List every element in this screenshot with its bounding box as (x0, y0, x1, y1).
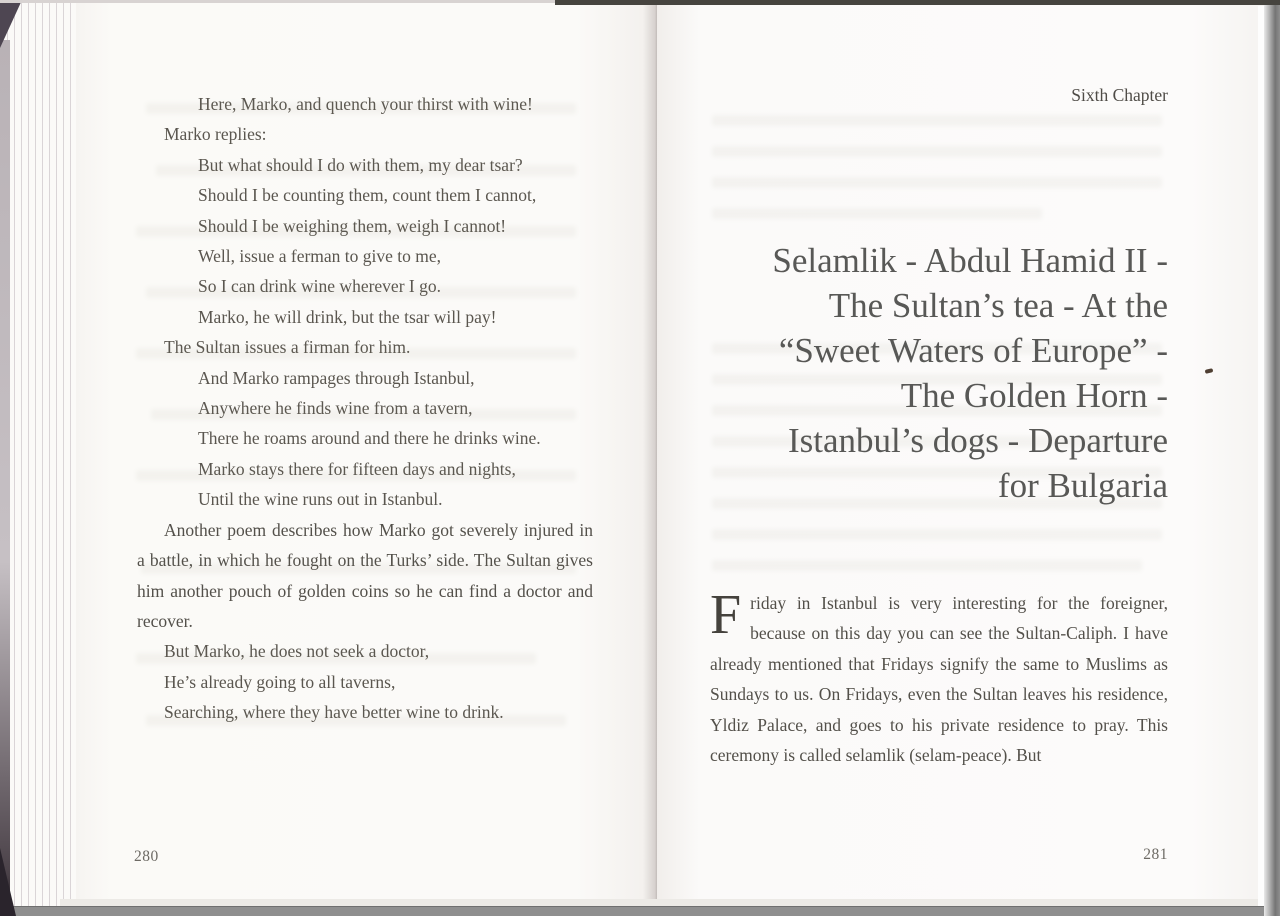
bleed-through-text (712, 115, 1162, 126)
verse-line: And Marko rampages through Istanbul, (198, 367, 475, 388)
verse-line: Until the wine runs out in Istanbul. (198, 489, 443, 510)
chapter-title-line: Istanbul’s dogs - Departure (787, 421, 1168, 461)
bleed-through-text (156, 165, 576, 176)
bleed-through-text (151, 409, 576, 420)
chapter-title-line: “Sweet Waters of Europe” - (778, 331, 1168, 371)
chapter-title (697, 238, 1168, 508)
verse-block-closing (137, 636, 593, 727)
page-stack-shadow (0, 40, 10, 910)
verse-line: Marko stays there for fifteen days and nights, (198, 458, 516, 479)
chapter-title-line: The Golden Horn - (900, 376, 1168, 416)
opening-paragraph (710, 584, 1168, 770)
drop-cap: F (710, 584, 742, 646)
bleed-through-text (146, 103, 576, 114)
chapter-title-line: The Sultan’s tea - At the (828, 286, 1168, 326)
bleed-through-text (712, 146, 1162, 157)
bleed-through-text (146, 287, 576, 298)
book-bottom-edge (0, 906, 1280, 916)
bleed-through-text (712, 529, 1162, 540)
page-number-right: 281 (1143, 846, 1168, 863)
bleed-through-text (712, 208, 1042, 219)
bleed-through-text (136, 226, 576, 237)
bleed-through-text (146, 715, 566, 726)
book-top-edge-left (0, 0, 560, 3)
verse-line: Searching, where they have better wine to drink. (164, 702, 504, 723)
verse-line: Well, issue a ferman to give to me, (198, 246, 442, 267)
book-right-edge (1264, 0, 1280, 916)
bleed-through-text (712, 560, 1142, 571)
verse-line: He’s already going to all taverns, (164, 671, 396, 692)
bleed-through-text (136, 470, 576, 481)
bleed-through-text (136, 653, 536, 664)
opening-paragraph-text: riday in Istanbul is very interesting for the foreigner, because on this day you can see the Sultan-Caliph. I have already mentioned that Fridays signify the same to Muslims as Sundays to us. On Fridays, even the Sultan leaves his residence, Yldiz Palace, and goes to his private residence to pray. This ceremony is called selamlik (selam-peace). But (710, 593, 1168, 766)
page-left (76, 3, 657, 906)
chapter-title-line: for Bulgaria (997, 466, 1168, 506)
chapter-title-line: Selamlik - Abdul Hamid II - (772, 241, 1168, 281)
verse-line: So I can drink wine wherever I go. (198, 276, 441, 297)
prose-paragraph: Another poem describes how Marko got severely injured in a battle, in which he fought on the Turks’ side. The Sultan gives him another pouch of golden coins so he can find a doctor and recover. (137, 519, 593, 631)
bleed-through-text (136, 348, 576, 359)
chapter-header: Sixth Chapter (1071, 85, 1168, 105)
verse-line: Anywhere he finds wine from a tavern, (198, 398, 473, 419)
verse-block (137, 89, 593, 515)
verse-line: But what should I do with them, my dear tsar? (198, 154, 523, 175)
verse-line: Should I be weighing them, weigh I cannot! (198, 215, 507, 236)
bleed-through-text (712, 177, 1162, 188)
verse-line: Marko, he will drink, but the tsar will pay! (198, 306, 497, 327)
book-top-edge (555, 0, 1280, 5)
verse-line: There he roams around and there he drinks wine. (198, 428, 541, 449)
page-right (657, 3, 1264, 906)
verse-line: The Sultan issues a firman for him. (164, 337, 411, 358)
page-number-left: 280 (134, 848, 159, 865)
verse-line: Should I be counting them, count them I cannot, (198, 185, 537, 206)
verse-line: But Marko, he does not seek a doctor, (164, 641, 430, 662)
page-bottom-edge (60, 899, 1260, 906)
page-stack-lines (0, 0, 76, 910)
verse-line: Here, Marko, and quench your thirst with wine! (198, 94, 533, 114)
verse-line: Marko replies: (164, 124, 267, 145)
bleed-through-text (141, 563, 576, 574)
